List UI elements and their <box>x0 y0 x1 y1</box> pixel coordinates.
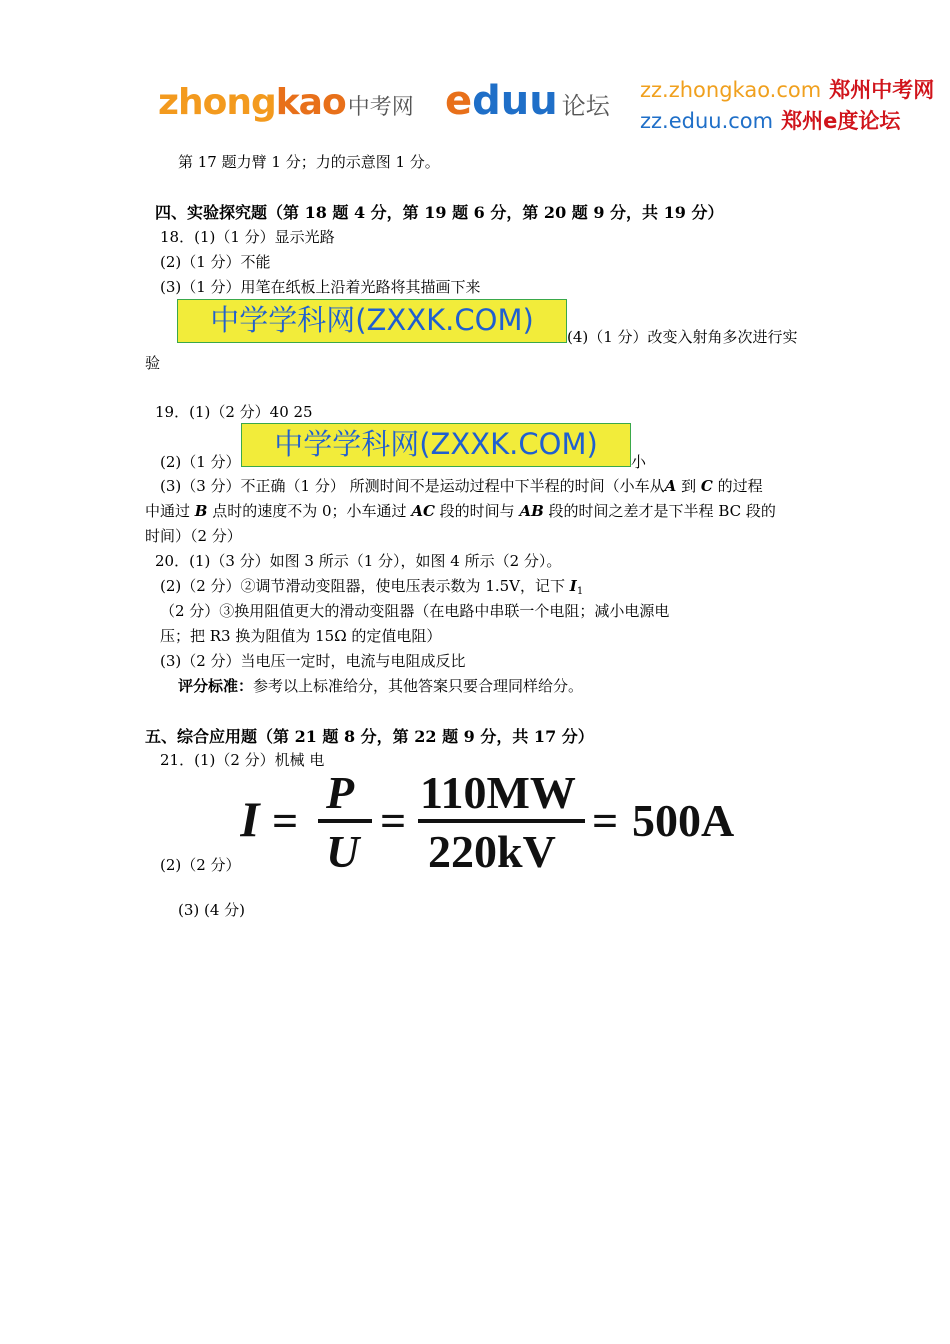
q19-part3-line2: 中通过 B 点时的速度不为 0；小车通过 AC 段的时间与 AB 段的时间之差才是下半程 BC 段的 <box>145 502 776 520</box>
eduu-logo: eduu 论坛 <box>445 78 610 124</box>
formula-current <box>240 763 760 883</box>
watermark-zxxk-2: 中学学科网(ZXXK.COM) <box>241 423 631 467</box>
q17-note: 第 17 题力臂 1 分；力的示意图 1 分。 <box>178 153 440 171</box>
q21-part2: (2)（2 分） <box>160 856 241 874</box>
formula-den1: U <box>326 826 360 877</box>
formula-lhs: I <box>240 791 260 847</box>
q18-part1: 18．(1)（1 分）显示光路 <box>160 228 335 246</box>
site-link-zhongkao: zz.zhongkao.com 郑州中考网 <box>640 78 935 102</box>
section-5-heading: 五、综合应用题（第 21 题 8 分，第 22 题 9 分，共 17 分） <box>145 727 594 746</box>
q20-part2-line1: (2)（2 分）②调节滑动变阻器，使电压表示数为 1.5V，记下 $I_1$ <box>160 577 584 597</box>
q18-part3: (3)（1 分）用笔在纸板上沿着光路将其描画下来 <box>160 278 481 296</box>
formula-eq2: = <box>380 795 407 846</box>
q20-part1: 20．(1)（3 分）如图 3 所示（1 分），如图 4 所示（2 分）。 <box>155 552 562 570</box>
zhongkao-logo: zhongkao中考网 <box>158 82 414 123</box>
q21-part3: (3) (4 分) <box>178 901 246 919</box>
q20-part3: (3)（2 分）当电压一定时，电流与电阻成反比 <box>160 652 466 670</box>
q18-part4: (4)（1 分）改变入射角多次进行实 <box>567 328 798 346</box>
watermark-zxxk: 中学学科网(ZXXK.COM) <box>177 299 567 343</box>
site-link-eduu: zz.eduu.com 郑州e度论坛 <box>640 109 901 133</box>
formula-den2: 220kV <box>428 826 556 877</box>
q19-part3-line3: 时间）（2 分） <box>145 527 242 545</box>
header-banner <box>140 60 950 132</box>
q19-part2-answer: 小 <box>631 453 647 471</box>
formula-eq3: = <box>592 795 619 846</box>
q20-part2-line3: 压；把 R3 换为阻值为 15Ω 的定值电阻） <box>160 627 442 645</box>
formula-result: 500A <box>632 795 735 846</box>
q21-part1: 21．(1)（2 分）机械 电 <box>160 751 325 769</box>
formula-num1: P <box>326 767 355 818</box>
q18-part4-cont: 验 <box>145 354 161 372</box>
section-4-heading: 四、实验探究题（第 18 题 4 分，第 19 题 6 分，第 20 题 9 分，共 19 分） <box>155 203 724 222</box>
q19-part1: 19．(1)（2 分）40 25 <box>155 403 313 421</box>
q19-part2: (2)（1 分） <box>160 453 241 471</box>
formula-graphic <box>240 763 760 883</box>
q18-part2: (2)（1 分）不能 <box>160 253 271 271</box>
q20-part2-line2: （2 分）③换用阻值更大的滑动变阻器（在电路中串联一个电阻；减小电源电 <box>160 602 670 620</box>
q19-part3-line1: (3)（3 分）不正确（1 分） 所测时间不是运动过程中下半程的时间（小车从A 到 C 的过程 <box>160 477 763 495</box>
scoring-note: 评分标准：参考以上标准给分，其他答案只要合理同样给分。 <box>178 677 584 695</box>
formula-eq1: = <box>272 795 299 846</box>
formula-num2: 110MW <box>420 767 576 818</box>
